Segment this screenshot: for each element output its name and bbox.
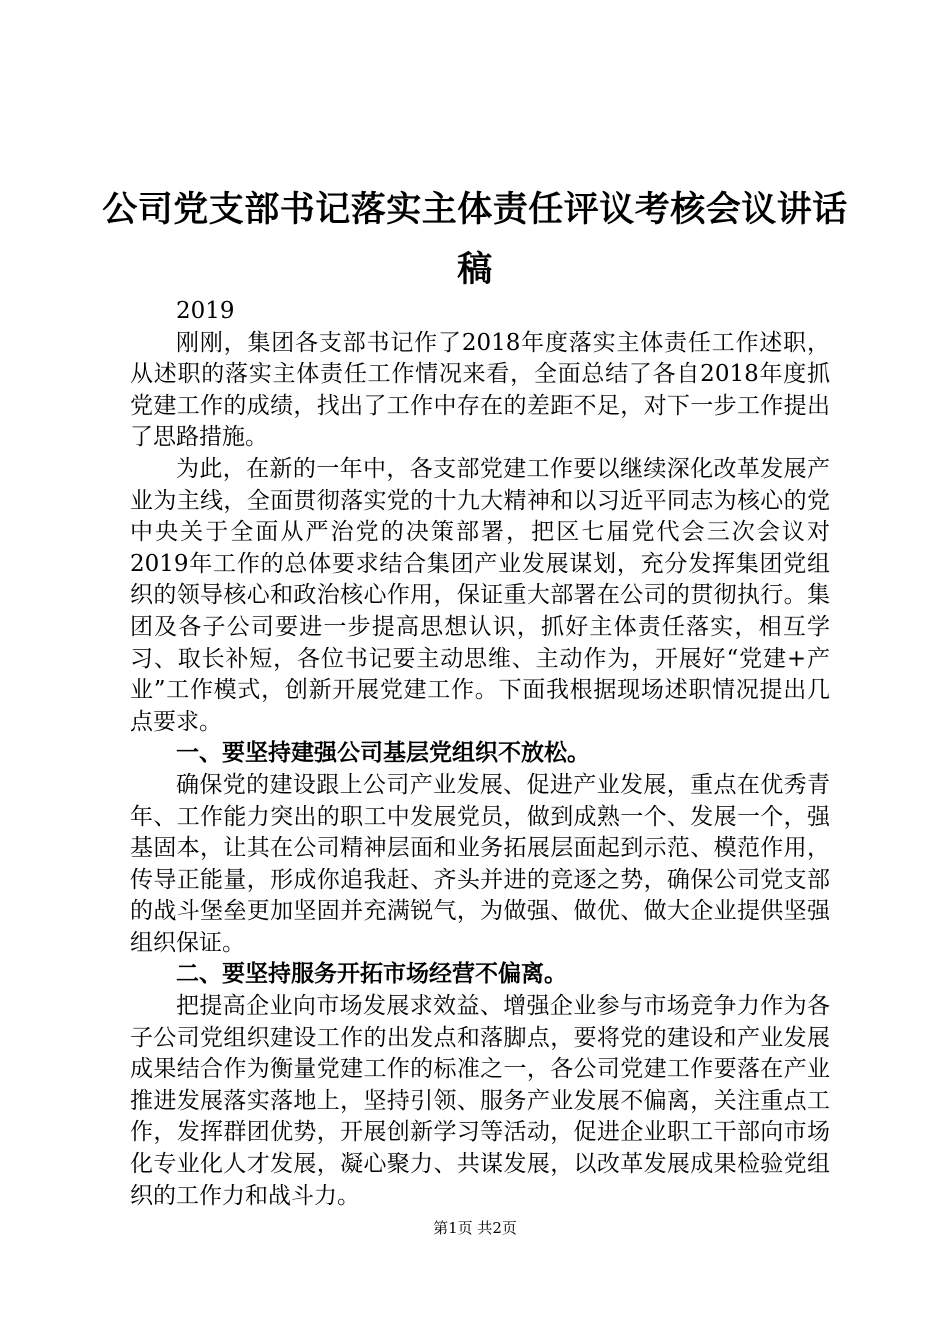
section-heading-1: 一、要坚持建强公司基层党组织不放松。 (176, 740, 590, 767)
document-body (130, 296, 830, 1212)
page-footer: 第1页 共2页 (433, 1219, 517, 1237)
paragraph-4: 把提高企业向市场发展求效益、增强企业参与市场竞争力作为各子公司党组织建设工作的出发点和落脚点，要将党的建设和产业发展成果结合作为衡量党建工作的标准之一，各公司党建工作要落在产业推进发展落实落地上，坚持引领、服务产业发展不偏离，关注重点工作，发挥群团优势，开展创新学习等活动，促进企业职工干部向市场化专业化人才发展，凝心聚力、共谋发展，以改革发展成果检验党组织的工作力和战斗力。 (130, 993, 830, 1209)
paragraph-1: 刚刚，集团各支部书记作了2018年度落实主体责任工作述职，从述职的落实主体责任工作情况来看，全面总结了各自2018年度抓党建工作的成绩，找出了工作中存在的差距不足，对下一步工作提出了思路措施。 (130, 329, 830, 451)
paragraph-3: 确保党的建设跟上公司产业发展、促进产业发展，重点在优秀青年、工作能力突出的职工中发展党员，做到成熟一个、发展一个，强基固本，让其在公司精神层面和业务拓展层面起到示范、模范作用，传导正能量，形成你追我赶、齐头并进的竞逐之势，确保公司党支部的战斗堡垒更加坚固并充满锐气，为做强、做优、做大企业提供坚强组织保证。 (130, 771, 830, 956)
date-line: 2019 (176, 298, 235, 324)
paragraph-2: 为此，在新的一年中，各支部党建工作要以继续深化改革发展产业为主线，全面贯彻落实党的十九大精神和以习近平同志为核心的党中央关于全面从严治党的决策部署，把区七届党代会三次会议对2019年工作的总体要求结合集团产业发展谋划，充分发挥集团党组织的领导核心和政治核心作用，保证重大部署在公司的贯彻执行。集团及各子公司要进一步提高思想认识，抓好主体责任落实，相互学习、取长补短，各位书记要主动思维、主动作为，开展好“党建+产业”工作模式，创新开展党建工作。下面我根据现场述职情况提出几点要求。 (130, 455, 830, 735)
document-title: 公司党支部书记落实主体责任评议考核会议讲话稿 (102, 190, 848, 290)
section-heading-2: 二、要坚持服务开拓市场经营不偏离。 (176, 961, 567, 988)
